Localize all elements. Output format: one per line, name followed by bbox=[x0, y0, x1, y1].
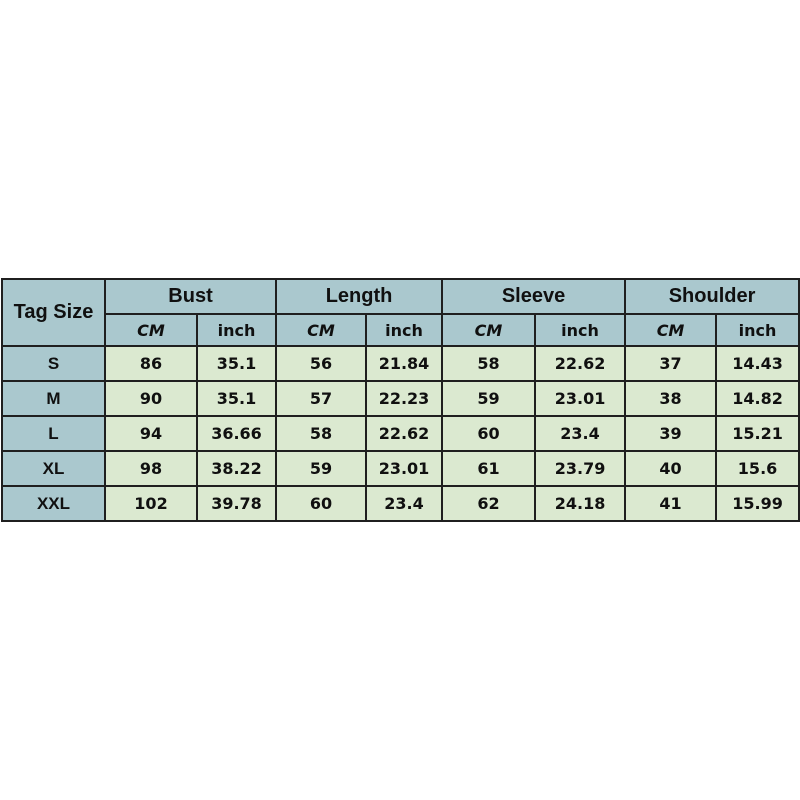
data-cell: 24.18 bbox=[535, 486, 625, 521]
group-header-row bbox=[2, 279, 799, 314]
table-row-xxl bbox=[2, 486, 799, 521]
data-cell: 15.6 bbox=[716, 451, 799, 486]
data-cell: 38.22 bbox=[197, 451, 276, 486]
data-cell: 21.84 bbox=[366, 346, 442, 381]
data-cell: 58 bbox=[276, 416, 366, 451]
group-header-bust: Bust bbox=[105, 279, 276, 314]
data-cell: 94 bbox=[105, 416, 197, 451]
unit-header-shoulder-cm: CM bbox=[625, 314, 716, 346]
data-cell: 56 bbox=[276, 346, 366, 381]
group-header-sleeve: Sleeve bbox=[442, 279, 625, 314]
data-cell: 86 bbox=[105, 346, 197, 381]
tag-size-header: Tag Size bbox=[2, 279, 105, 346]
size-label-m: M bbox=[2, 381, 105, 416]
group-header-length: Length bbox=[276, 279, 442, 314]
data-cell: 14.43 bbox=[716, 346, 799, 381]
unit-header-length-inch: inch bbox=[366, 314, 442, 346]
unit-header-bust-cm: CM bbox=[105, 314, 197, 346]
size-label-xl: XL bbox=[2, 451, 105, 486]
data-cell: 41 bbox=[625, 486, 716, 521]
data-cell: 35.1 bbox=[197, 381, 276, 416]
data-cell: 59 bbox=[276, 451, 366, 486]
data-cell: 57 bbox=[276, 381, 366, 416]
size-chart-table bbox=[1, 278, 800, 522]
data-cell: 61 bbox=[442, 451, 535, 486]
data-cell: 38 bbox=[625, 381, 716, 416]
data-cell: 23.01 bbox=[535, 381, 625, 416]
data-cell: 39 bbox=[625, 416, 716, 451]
size-label-xxl: XXL bbox=[2, 486, 105, 521]
data-cell: 62 bbox=[442, 486, 535, 521]
unit-header-bust-inch: inch bbox=[197, 314, 276, 346]
table-row-l bbox=[2, 416, 799, 451]
data-cell: 22.23 bbox=[366, 381, 442, 416]
data-cell: 23.01 bbox=[366, 451, 442, 486]
unit-header-row bbox=[2, 314, 799, 346]
data-cell: 22.62 bbox=[535, 346, 625, 381]
data-cell: 23.4 bbox=[366, 486, 442, 521]
data-cell: 102 bbox=[105, 486, 197, 521]
table-row-xl bbox=[2, 451, 799, 486]
unit-header-length-cm: CM bbox=[276, 314, 366, 346]
data-cell: 23.79 bbox=[535, 451, 625, 486]
data-cell: 22.62 bbox=[366, 416, 442, 451]
data-cell: 90 bbox=[105, 381, 197, 416]
group-header-shoulder: Shoulder bbox=[625, 279, 799, 314]
unit-header-sleeve-inch: inch bbox=[535, 314, 625, 346]
data-cell: 60 bbox=[276, 486, 366, 521]
unit-header-shoulder-inch: inch bbox=[716, 314, 799, 346]
unit-header-sleeve-cm: CM bbox=[442, 314, 535, 346]
data-cell: 37 bbox=[625, 346, 716, 381]
data-cell: 58 bbox=[442, 346, 535, 381]
size-label-l: L bbox=[2, 416, 105, 451]
data-cell: 35.1 bbox=[197, 346, 276, 381]
data-cell: 14.82 bbox=[716, 381, 799, 416]
data-cell: 15.99 bbox=[716, 486, 799, 521]
data-cell: 40 bbox=[625, 451, 716, 486]
data-cell: 36.66 bbox=[197, 416, 276, 451]
table-row-s bbox=[2, 346, 799, 381]
data-cell: 60 bbox=[442, 416, 535, 451]
data-cell: 39.78 bbox=[197, 486, 276, 521]
size-label-s: S bbox=[2, 346, 105, 381]
data-cell: 15.21 bbox=[716, 416, 799, 451]
data-cell: 98 bbox=[105, 451, 197, 486]
data-cell: 59 bbox=[442, 381, 535, 416]
table-row-m bbox=[2, 381, 799, 416]
data-cell: 23.4 bbox=[535, 416, 625, 451]
